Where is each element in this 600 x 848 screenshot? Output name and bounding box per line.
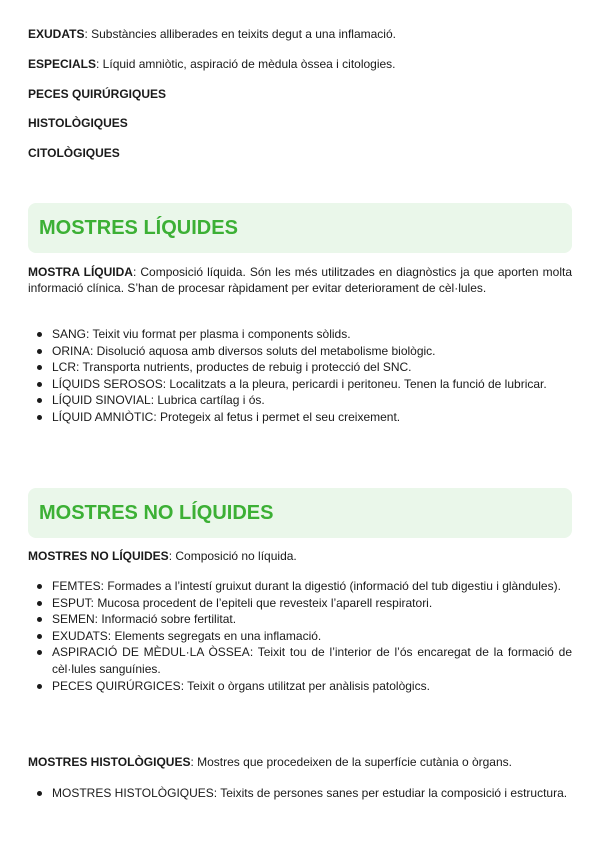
bullet-icon (37, 791, 42, 796)
list-item: LCR: Transporta nutrients, productes de rebuig i protecció del SNC. (28, 359, 572, 376)
exudats-text: : Substàncies alliberades en teixits degut a una inflamació. (84, 27, 396, 41)
list-item: PECES QUIRÚRGICES: Teixit o òrgans utilitzat per anàlisis patològics. (28, 678, 572, 695)
liquides-intro (28, 264, 572, 296)
histologiques-intro-term: MOSTRES HISTOLÒGIQUES (28, 755, 191, 769)
bullet-icon (37, 634, 42, 639)
list-item: ORINA: Disolució aquosa amb diversos soluts del metabolisme biològic. (28, 343, 572, 360)
bullet-icon (37, 415, 42, 420)
histologiques-list (28, 785, 572, 802)
bullet-icon (37, 584, 42, 589)
list-item: EXUDATS: Elements segregats en una inflamació. (28, 628, 572, 645)
list-item: SEMEN: Informació sobre fertilitat. (28, 611, 572, 628)
bullet-icon (37, 382, 42, 387)
citologiques-label: CITOLÒGIQUES (28, 146, 120, 160)
bullet-icon (37, 332, 42, 337)
no-liquides-intro-text: : Composició no líquida. (168, 549, 297, 563)
especials-text: : Líquid amniòtic, aspiració de mèdula òssea i citologies. (96, 57, 396, 71)
histologiques-label: HISTOLÒGIQUES (28, 116, 128, 130)
heading-liquides-text: MOSTRES LÍQUIDES (39, 217, 238, 239)
list-item: LÍQUID SINOVIAL: Lubrica cartílag i ós. (28, 392, 572, 409)
bullet-icon (37, 601, 42, 606)
histologiques-intro-text: : Mostres que procedeixen de la superfície cutània o òrgans. (190, 755, 512, 769)
list-item: LÍQUID AMNIÒTIC: Protegeix al fetus i permet el seu creixement. (28, 409, 572, 426)
peces-quirurgiques-label: PECES QUIRÚRGIQUES (28, 87, 167, 101)
no-liquides-intro-term: MOSTRES NO LÍQUIDES (28, 549, 169, 563)
no-liquides-intro (28, 548, 572, 564)
bullet-icon (37, 365, 42, 370)
liquides-intro-text: : Composició líquida. Són les més utilitzades en diagnòstics ja que aporten molta informació clínica. S’han de procesar ràpidament per evitar deteriorament de cèl·lules. (28, 265, 572, 295)
list-item: FEMTES: Formades a l’intestí gruixut durant la digestió (informació del tub digestiu i glàndules). (28, 578, 572, 595)
section-heading-no-liquides (28, 488, 572, 538)
bullet-icon (37, 617, 42, 622)
no-liquides-list (28, 578, 572, 694)
list-item: SANG: Teixit viu format per plasma i components sòlids. (28, 326, 572, 343)
section-heading-liquides (28, 203, 572, 253)
heading-no-liquides-text: MOSTRES NO LÍQUIDES (39, 502, 274, 524)
list-item: LÍQUIDS SEROSOS: Localitzats a la pleura, pericardi i peritoneu. Tenen la funció de lubricar. (28, 376, 572, 393)
bullet-icon (37, 349, 42, 354)
liquides-list (28, 326, 572, 426)
especials-line (28, 56, 572, 72)
list-item: ESPUT: Mucosa procedent de l’epiteli que revesteix l’aparell respiratori. (28, 595, 572, 612)
list-item: ASPIRACIÓ DE MÈDUL·LA ÒSSEA: Teixit tou de l’interior de l’ós encaregat de la formació de cèl·lules sanguínies. (28, 644, 572, 677)
histologiques-intro (28, 754, 572, 770)
exudats-term: EXUDATS (28, 27, 85, 41)
list-item: MOSTRES HISTOLÒGIQUES: Teixits de persones sanes per estudiar la composició i estructura. (28, 785, 572, 802)
bullet-icon (37, 684, 42, 689)
especials-term: ESPECIALS (28, 57, 97, 71)
liquides-intro-term: MOSTRA LÍQUIDA (28, 265, 133, 279)
exudats-line (28, 26, 572, 42)
bullet-icon (37, 650, 42, 655)
bullet-icon (37, 398, 42, 403)
